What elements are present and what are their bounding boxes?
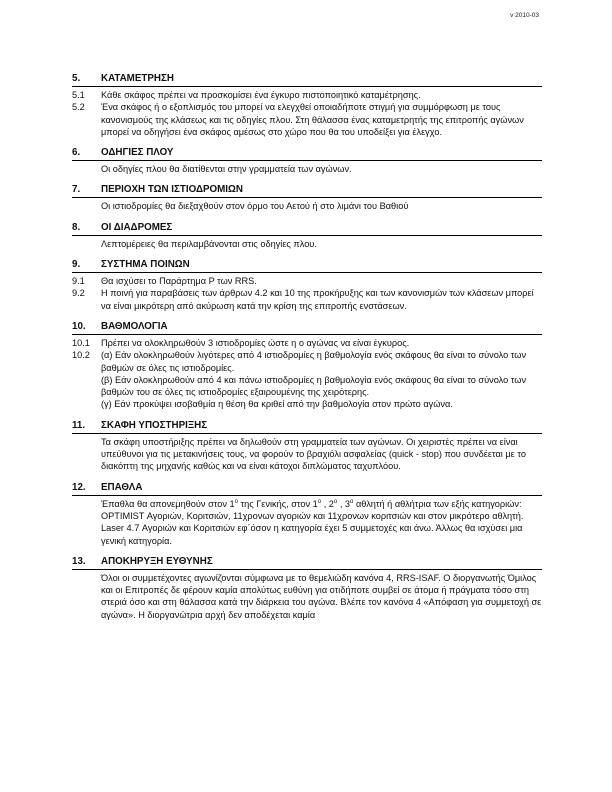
section bbox=[72, 147, 542, 175]
section-number: 6. bbox=[72, 147, 81, 159]
item-text: (α) Εάν ολοκληρωθούν λιγότερες από 4 ιστιοδρομίες η βαθμολογία ενός σκάφους θα είναι το σύνολο των βαθμών σε όλες τις ιστιοδρομίες. bbox=[101, 350, 527, 373]
section-item bbox=[72, 163, 542, 175]
section-title: ΑΠΟΚΗΡΥΞΗ ΕΥΘΥΝΗΣ bbox=[101, 555, 213, 567]
section-title: ΚΑΤΑΜΕΤΡΗΣΗ bbox=[101, 73, 174, 84]
item-text: Κάθε σκάφος πρέπει να προσκομίσει ένα έγκυρο πιστοποιητικό καταμέτρησης. bbox=[101, 90, 421, 100]
section-item bbox=[72, 238, 542, 250]
section bbox=[72, 222, 542, 250]
awards-paragraph-1: Έπαθλα θα απονεμηθούν στον $1^o$ της Γενικής, στον $1^o$ , $2^o$ , $3^o$ αθλητή ή αθλήτρια των εξής κατηγοριών: OPTIMIST Αγοριών, Κοριτσιών, 11χρονων αγοριών και 11χρονων κοριτσιών και στον μικρότερο αθλητή. bbox=[101, 498, 524, 521]
section-heading bbox=[72, 556, 542, 570]
section-title: ΣΥΣΤΗΜΑ ΠΟΙΝΩΝ bbox=[101, 259, 190, 271]
section-number: 7. bbox=[72, 184, 81, 196]
section-item bbox=[72, 275, 542, 287]
section-item bbox=[72, 349, 542, 410]
section-number: 5. bbox=[72, 73, 81, 84]
section-title: ΕΠΑΘΛΑ bbox=[101, 481, 143, 493]
item-text: Θα ισχύσει το Παράρτημα P των RRS. bbox=[101, 276, 257, 287]
item-text: Ένα σκάφος ή ο εξοπλισμός του μπορεί να ελεγχθεί οποιαδήποτε στιγμή για συμμόρφωση με τους κανονισμούς της κλάσεως και τις οδηγίες πλου. Στη θάλασσα ένας καταμετρητής της επιτροπής αγώνων μπορεί να οδηγήσει ένα σκάφος αμέσως στο χώρο που θα του υποδείξει για έλεγχο. bbox=[101, 102, 524, 137]
section bbox=[72, 321, 542, 411]
section-title: ΟΙ ΔΙΑΔΡΟΜΕΣ bbox=[101, 221, 173, 233]
awards-paragraph-2: Laser 4.7 Αγοριών και Κοριτσιών εφ΄όσον η κατηγορία έχει 5 συμμετοχές και άνω. Άλλως θα ισχύσει μια γενική κατηγορία. bbox=[101, 523, 523, 546]
item-number: 10.1 bbox=[72, 337, 90, 348]
section bbox=[72, 73, 542, 138]
section-item bbox=[72, 498, 542, 547]
section-heading bbox=[72, 222, 542, 236]
section-number: 10. bbox=[72, 320, 86, 332]
section-item bbox=[72, 572, 542, 621]
sections-container bbox=[72, 73, 542, 473]
section bbox=[72, 420, 542, 473]
section-item bbox=[72, 287, 542, 312]
section-awards bbox=[72, 482, 542, 547]
section-number: 11. bbox=[72, 419, 86, 431]
section-heading bbox=[72, 184, 542, 198]
section-heading bbox=[72, 482, 542, 496]
item-number: 9.1 bbox=[72, 276, 85, 287]
item-number bbox=[72, 238, 101, 250]
item-text: (β) Εάν ολοκληρωθούν από 4 και πάνω ιστιοδρομίες η βαθμολογία ενός σκάφους θα είναι το σύνολο των βαθμών του σε όλες τις ιστιοδρομίες εξαιρουμένης της χειρότερης. bbox=[101, 374, 527, 398]
item-text: Πρέπει να ολοκληρωθούν 3 ιστιοδρομίες ώστε η ο αγώνας να είναι έγκυρος. bbox=[101, 337, 410, 348]
section-item bbox=[72, 101, 542, 138]
section-item bbox=[72, 89, 542, 101]
section-number: 8. bbox=[72, 221, 81, 233]
version-label: v 2010-03 bbox=[510, 12, 539, 19]
section-item bbox=[72, 200, 542, 212]
item-text: Λεπτομέρειες θα περιλαμβάνονται στις οδηγίες πλου. bbox=[101, 238, 317, 249]
section-number: 13. bbox=[72, 555, 86, 567]
section-item bbox=[72, 337, 542, 349]
section-heading bbox=[72, 321, 542, 335]
item-text: Οι οδηγίες πλου θα διατίθενται στην γραμματεία των αγώνων. bbox=[101, 164, 352, 175]
section-number: 9. bbox=[72, 259, 81, 271]
section-heading bbox=[72, 73, 542, 87]
section-title: ΒΑΘΜΟΛΟΓΙΑ bbox=[101, 320, 168, 332]
item-number bbox=[72, 436, 101, 473]
section-heading bbox=[72, 259, 542, 273]
item-number bbox=[72, 200, 101, 212]
section bbox=[72, 259, 542, 312]
item-text: Η ποινή για παραβάσεις των άρθρων 4.2 και 10 της προκήρυξης και των κανονισμών των κλάσεων μπορεί να είναι μικρότερη από ακύρωση κατά την κρίση της επιτροπής ενστάσεων. bbox=[101, 288, 534, 311]
item-text: (γ) Εάν προκύψει ισοβαθμία η θέση θα κριθεί από την βαθμολογία στον πρώτο αγώνα. bbox=[101, 399, 453, 410]
item-text: Τα σκάφη υποστήριξης πρέπει να δηλωθούν στη γραμματεία των αγώνων. Οι χειριστές πρέπει να είναι υπεύθυνοι για τις μετακινήσεις τους, να φορούν το βραχιόλι ασφαλείας (quick - stop) που συνδέεται με το διακόπτη της μηχανής καθώς και να είναι κάτοχοι διπλώματος ταχυπλόου. bbox=[101, 436, 526, 472]
disclaimer-paragraph: Όλοι οι συμμετέχοντες αγωνίζονται σύμφωνα με το θεμελιώδη κανόνα 4, RRS-ISAF. Ο διοργανωτής Όμιλος και οι Επιτροπές δε φέρουν καμία απολύτως ευθύνη για οτιδήποτε συμβεί σε άτομα ή πράγματα τόσο στη στεριά όσο και στη θάλασσα κατά την διάρκεια του αγώνα. Βλέπε τον κανόνα 4 «Απόφαση για συμμετοχή σε αγώνα». Η διοργανώτρια αρχή δεν αποδέχεται καμία bbox=[101, 572, 542, 620]
item-text: Οι ιστιοδρομίες θα διεξαχθούν στον όρμο του Αετού ή στο λιμάνι του Βαθιού bbox=[101, 201, 409, 212]
section-title: ΟΔΗΓΙΕΣ ΠΛΟΥ bbox=[101, 147, 174, 159]
document-body bbox=[72, 73, 542, 630]
item-number: 9.2 bbox=[72, 288, 85, 299]
section-item bbox=[72, 436, 542, 473]
section-heading bbox=[72, 147, 542, 161]
item-number: 5.2 bbox=[72, 102, 85, 113]
item-number: 5.1 bbox=[72, 90, 85, 100]
section-heading bbox=[72, 420, 542, 434]
section-title: ΣΚΑΦΗ ΥΠΟΣΤΗΡΙΞΗΣ bbox=[101, 419, 208, 431]
section-title: ΠΕΡΙΟΧΗ ΤΩΝ ΙΣΤΙΟΔΡΟΜΙΩΝ bbox=[101, 184, 243, 196]
section bbox=[72, 184, 542, 212]
section-disclaimer bbox=[72, 556, 542, 621]
item-number bbox=[72, 163, 101, 175]
section-number: 12. bbox=[72, 481, 86, 493]
item-number: 10.2 bbox=[72, 350, 90, 361]
